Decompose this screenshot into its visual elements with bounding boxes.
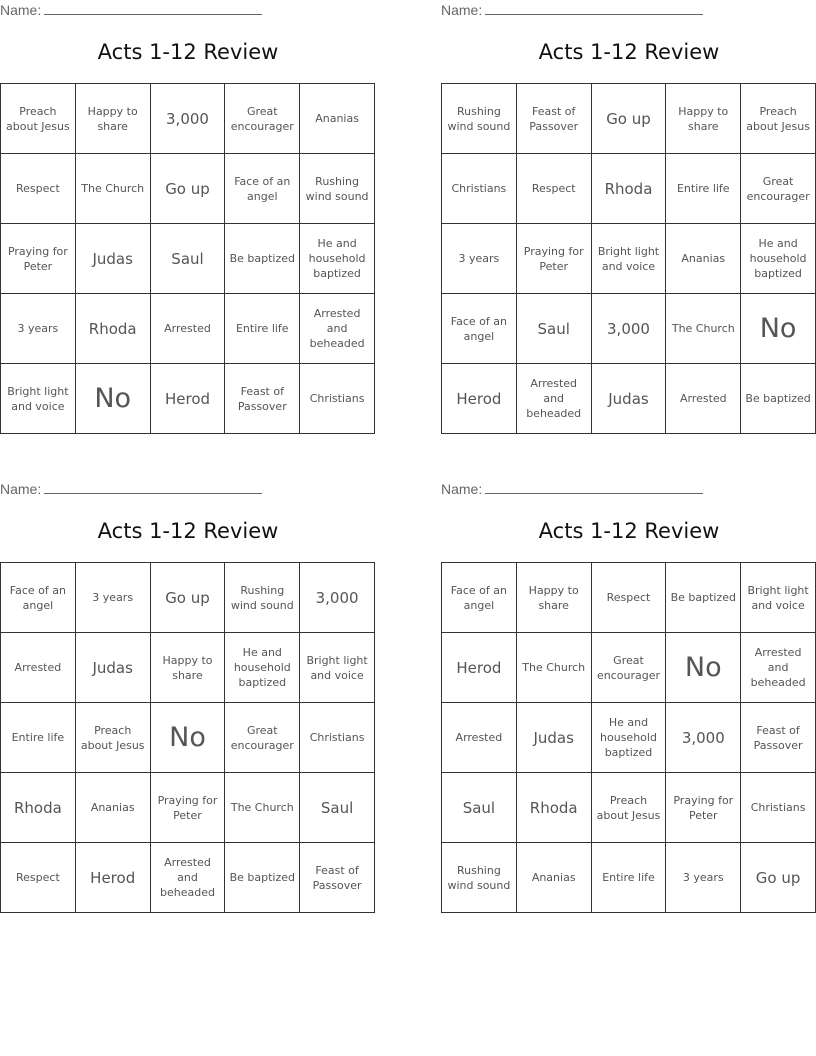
bingo-cell: Rushing wind sound bbox=[442, 843, 517, 913]
bingo-cell: Bright light and voice bbox=[300, 633, 375, 703]
card-title: Acts 1-12 Review bbox=[538, 519, 720, 543]
bingo-cell: Ananias bbox=[517, 843, 592, 913]
bingo-cell: Herod bbox=[151, 364, 226, 434]
name-label: Name: bbox=[0, 2, 42, 18]
bingo-cell: Face of an angel bbox=[442, 294, 517, 364]
bingo-cell: Go up bbox=[151, 154, 226, 224]
name-field bbox=[0, 481, 262, 497]
bingo-grid bbox=[441, 83, 816, 434]
bingo-cell: Go up bbox=[592, 84, 667, 154]
bingo-cell: Feast of Passover bbox=[225, 364, 300, 434]
bingo-cell: 3 years bbox=[76, 563, 151, 633]
bingo-cell: Respect bbox=[517, 154, 592, 224]
bingo-cell: Ananias bbox=[300, 84, 375, 154]
bingo-cell: 3,000 bbox=[300, 563, 375, 633]
bingo-cell: Face of an angel bbox=[1, 563, 76, 633]
bingo-cell: 3 years bbox=[666, 843, 741, 913]
bingo-grid bbox=[0, 562, 375, 913]
bingo-cell: Arrested and beheaded bbox=[300, 294, 375, 364]
bingo-cell: Arrested bbox=[442, 703, 517, 773]
bingo-cell: Judas bbox=[592, 364, 667, 434]
bingo-cell: Feast of Passover bbox=[517, 84, 592, 154]
bingo-cell: Rushing wind sound bbox=[300, 154, 375, 224]
bingo-cell: 3 years bbox=[442, 224, 517, 294]
card-title: Acts 1-12 Review bbox=[97, 40, 279, 64]
bingo-cell: Arrested bbox=[666, 364, 741, 434]
bingo-cell: Respect bbox=[592, 563, 667, 633]
bingo-card-3 bbox=[0, 479, 376, 919]
card-title: Acts 1-12 Review bbox=[97, 519, 279, 543]
bingo-cell: The Church bbox=[76, 154, 151, 224]
bingo-cell: Christians bbox=[300, 703, 375, 773]
bingo-cell: Christians bbox=[741, 773, 816, 843]
bingo-cell: Be baptized bbox=[225, 224, 300, 294]
bingo-cell: Judas bbox=[517, 703, 592, 773]
bingo-card-2 bbox=[441, 0, 816, 440]
bingo-cell: Herod bbox=[76, 843, 151, 913]
bingo-cell: Ananias bbox=[666, 224, 741, 294]
bingo-cell: Judas bbox=[76, 633, 151, 703]
bingo-cell: Rhoda bbox=[517, 773, 592, 843]
bingo-cell: Entire life bbox=[666, 154, 741, 224]
bingo-cell: Arrested and beheaded bbox=[517, 364, 592, 434]
bingo-cell: Happy to share bbox=[151, 633, 226, 703]
bingo-cell: Preach about Jesus bbox=[592, 773, 667, 843]
bingo-cell: Go up bbox=[151, 563, 226, 633]
bingo-cell: Saul bbox=[517, 294, 592, 364]
bingo-cell: Respect bbox=[1, 843, 76, 913]
bingo-cell: Rushing wind sound bbox=[225, 563, 300, 633]
bingo-cell: Bright light and voice bbox=[592, 224, 667, 294]
bingo-cell: 3,000 bbox=[592, 294, 667, 364]
bingo-cell: He and household baptized bbox=[300, 224, 375, 294]
bingo-cell: No bbox=[76, 364, 151, 434]
bingo-cell: He and household baptized bbox=[592, 703, 667, 773]
bingo-cell: Rhoda bbox=[76, 294, 151, 364]
bingo-cell: Great encourager bbox=[592, 633, 667, 703]
bingo-cell: Face of an angel bbox=[442, 563, 517, 633]
bingo-cell: Rushing wind sound bbox=[442, 84, 517, 154]
name-field bbox=[441, 2, 703, 18]
bingo-cell: Be baptized bbox=[666, 563, 741, 633]
bingo-cell: Arrested and beheaded bbox=[151, 843, 226, 913]
bingo-cell: Herod bbox=[442, 633, 517, 703]
bingo-cell: The Church bbox=[225, 773, 300, 843]
bingo-cell: Be baptized bbox=[225, 843, 300, 913]
bingo-cell: Go up bbox=[741, 843, 816, 913]
bingo-card-1 bbox=[0, 0, 376, 440]
bingo-cell: He and household baptized bbox=[225, 633, 300, 703]
bingo-cell: Saul bbox=[151, 224, 226, 294]
bingo-grid bbox=[0, 83, 375, 434]
bingo-cell: Feast of Passover bbox=[300, 843, 375, 913]
bingo-cell: 3,000 bbox=[666, 703, 741, 773]
bingo-cell: Arrested bbox=[1, 633, 76, 703]
bingo-cell: Saul bbox=[300, 773, 375, 843]
bingo-cell: Happy to share bbox=[76, 84, 151, 154]
bingo-grid bbox=[441, 562, 816, 913]
bingo-cell: 3,000 bbox=[151, 84, 226, 154]
bingo-cell: Bright light and voice bbox=[741, 563, 816, 633]
bingo-cell: 3 years bbox=[1, 294, 76, 364]
name-blank-line bbox=[485, 481, 703, 494]
bingo-cell: He and household baptized bbox=[741, 224, 816, 294]
name-field bbox=[441, 481, 703, 497]
name-label: Name: bbox=[0, 481, 42, 497]
bingo-cell: The Church bbox=[666, 294, 741, 364]
name-blank-line bbox=[44, 481, 262, 494]
bingo-cell: Praying for Peter bbox=[151, 773, 226, 843]
bingo-cell: No bbox=[151, 703, 226, 773]
bingo-cell: Ananias bbox=[76, 773, 151, 843]
bingo-cell: Praying for Peter bbox=[666, 773, 741, 843]
bingo-cell: Entire life bbox=[1, 703, 76, 773]
bingo-cell: Entire life bbox=[592, 843, 667, 913]
bingo-cell: Bright light and voice bbox=[1, 364, 76, 434]
bingo-cell: Judas bbox=[76, 224, 151, 294]
name-field bbox=[0, 2, 262, 18]
name-blank-line bbox=[44, 2, 262, 15]
bingo-cell: Respect bbox=[1, 154, 76, 224]
bingo-cell: Preach about Jesus bbox=[1, 84, 76, 154]
bingo-cell: Great encourager bbox=[741, 154, 816, 224]
bingo-cell: Rhoda bbox=[1, 773, 76, 843]
name-label: Name: bbox=[441, 2, 483, 18]
bingo-cell: Praying for Peter bbox=[517, 224, 592, 294]
bingo-cell: Great encourager bbox=[225, 703, 300, 773]
bingo-cell: Rhoda bbox=[592, 154, 667, 224]
bingo-cell: Feast of Passover bbox=[741, 703, 816, 773]
bingo-cell: Entire life bbox=[225, 294, 300, 364]
bingo-cell: Face of an angel bbox=[225, 154, 300, 224]
bingo-cell: Arrested bbox=[151, 294, 226, 364]
bingo-cell: The Church bbox=[517, 633, 592, 703]
bingo-cell: Christians bbox=[300, 364, 375, 434]
bingo-cell: Preach about Jesus bbox=[76, 703, 151, 773]
bingo-cell: Praying for Peter bbox=[1, 224, 76, 294]
bingo-cell: No bbox=[741, 294, 816, 364]
name-blank-line bbox=[485, 2, 703, 15]
bingo-cell: Happy to share bbox=[666, 84, 741, 154]
card-title: Acts 1-12 Review bbox=[538, 40, 720, 64]
bingo-cell: Herod bbox=[442, 364, 517, 434]
bingo-cell: Preach about Jesus bbox=[741, 84, 816, 154]
bingo-cell: Great encourager bbox=[225, 84, 300, 154]
bingo-cell: Arrested and beheaded bbox=[741, 633, 816, 703]
name-label: Name: bbox=[441, 481, 483, 497]
bingo-card-4 bbox=[441, 479, 816, 919]
bingo-cell: Saul bbox=[442, 773, 517, 843]
bingo-cell: Happy to share bbox=[517, 563, 592, 633]
bingo-cell: No bbox=[666, 633, 741, 703]
bingo-cell: Be baptized bbox=[741, 364, 816, 434]
bingo-cell: Christians bbox=[442, 154, 517, 224]
